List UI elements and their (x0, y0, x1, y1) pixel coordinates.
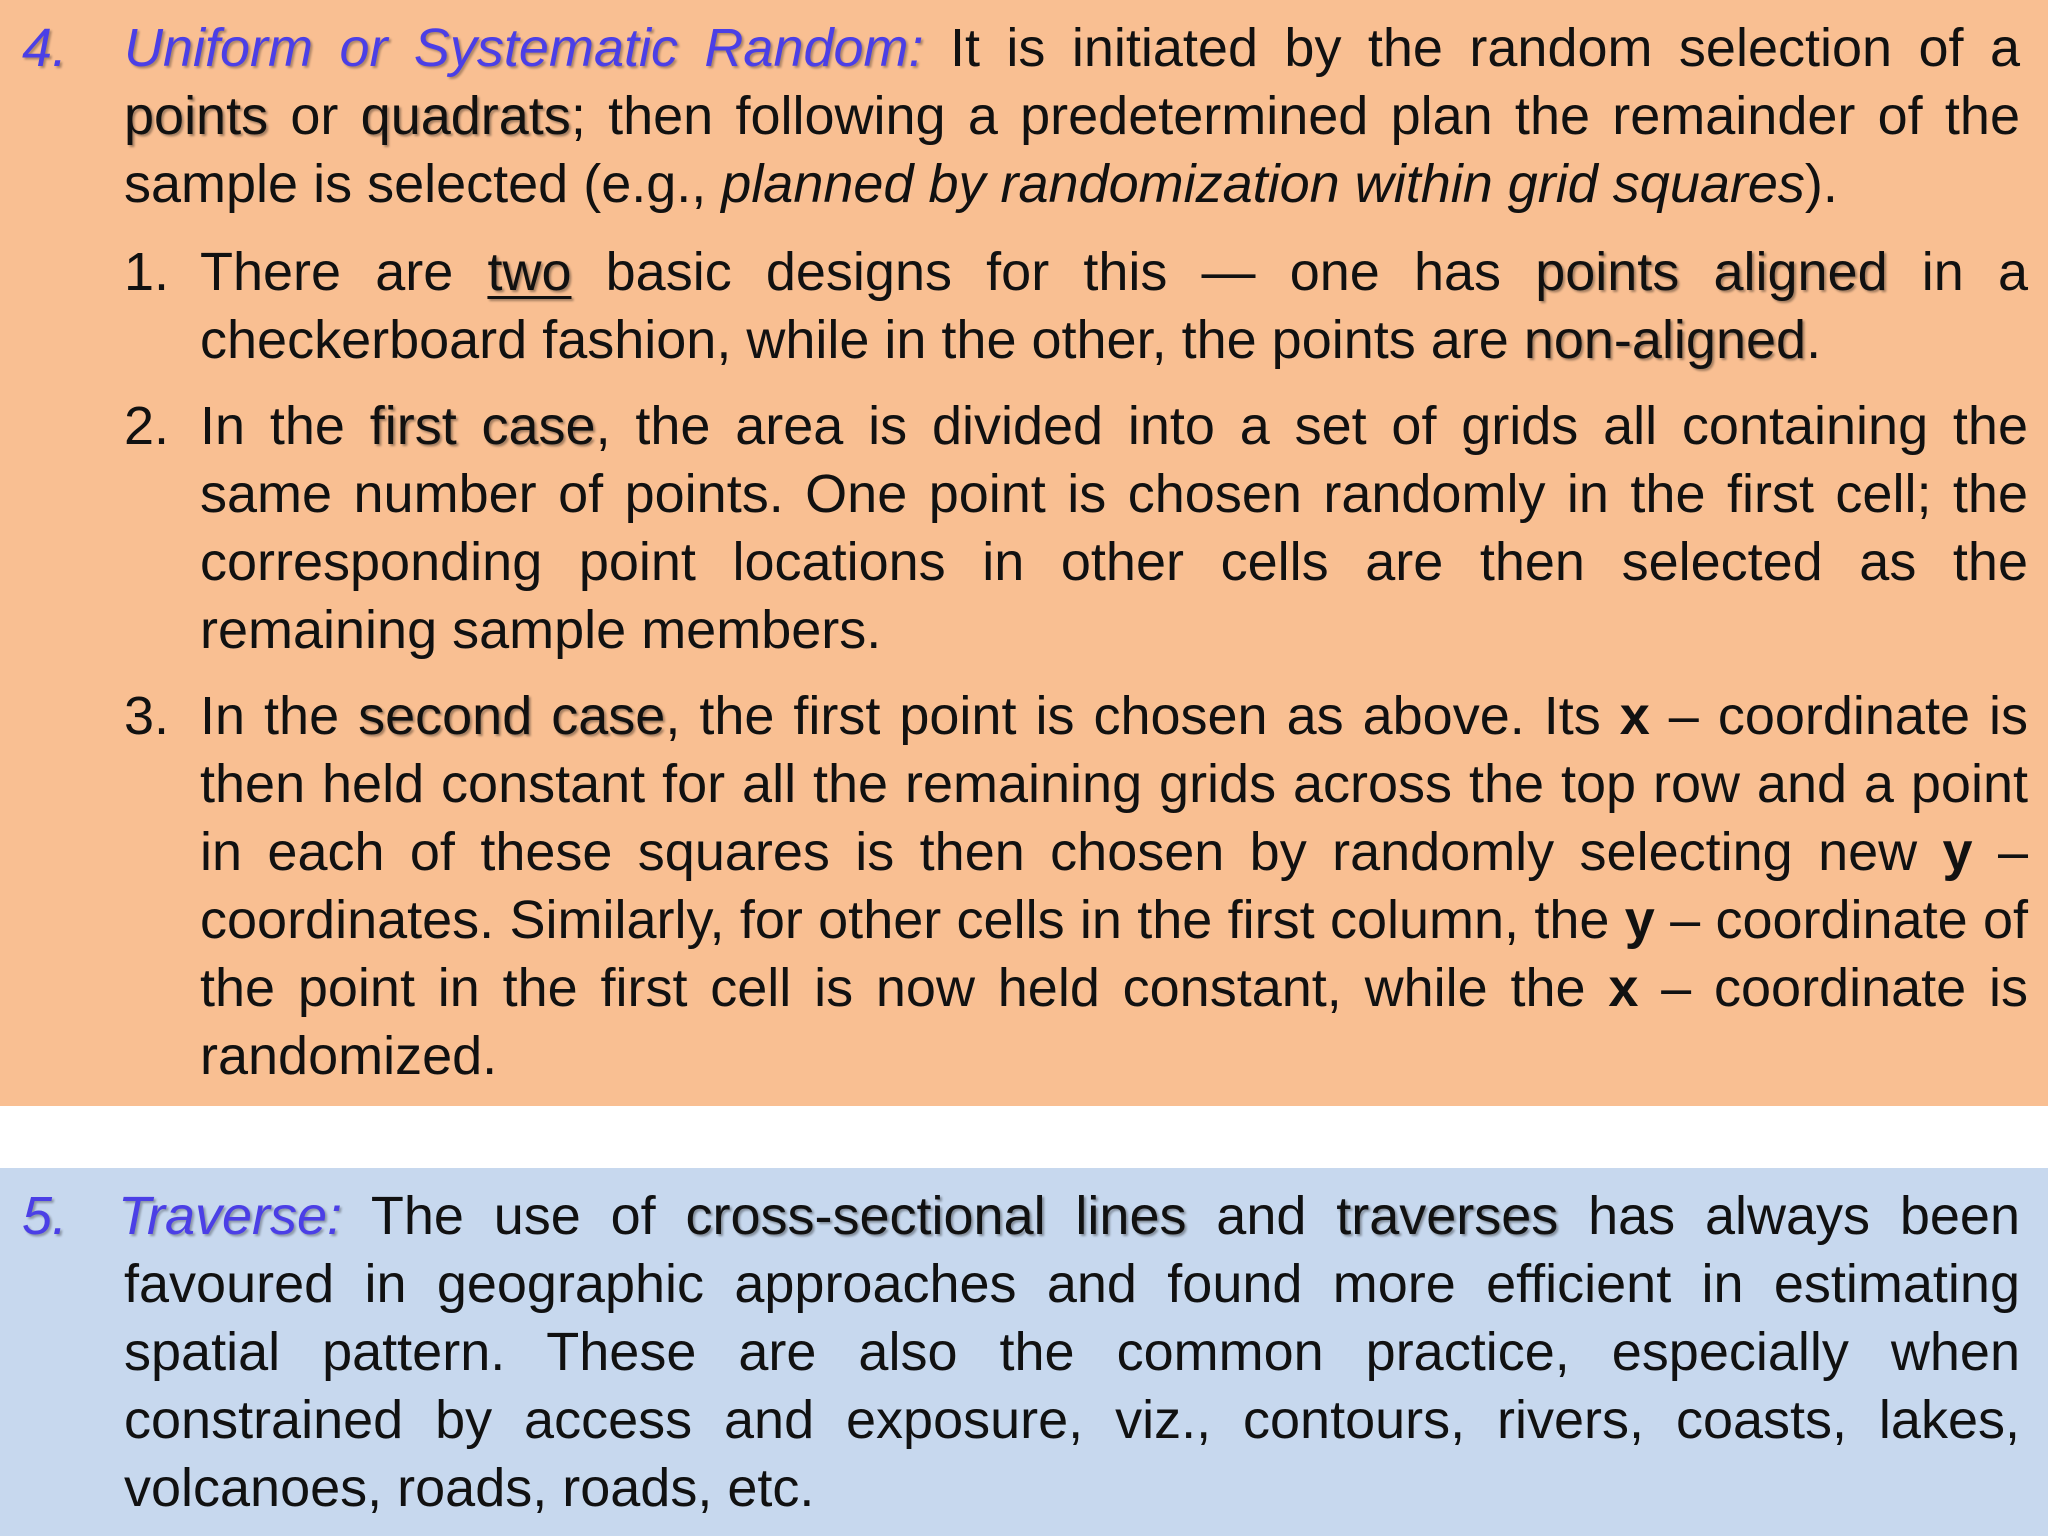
list-item-2 (124, 392, 2028, 664)
item-1-part-b: basic designs for this — one has (571, 242, 1536, 302)
item-3-part-f: – coordinate is randomized. (200, 958, 2028, 1086)
item-3-part-c: – coordinate is then held constant for all the remaining grids across the top row and a point in each of these squares is then chosen by randomly selecting new (200, 686, 2028, 882)
section-4-heading: Uniform or Systematic Random: (124, 18, 924, 78)
keyword-points-aligned: points aligned (1535, 242, 1888, 302)
symbol-y-2: y (1624, 890, 1655, 950)
item-1-part-d: . (1806, 310, 1822, 370)
keyword-second-case: second case (358, 686, 666, 746)
list-item-1-text (200, 238, 2028, 374)
section-5-paragraph (22, 1182, 2020, 1522)
item-1-part-c: in a checkerboard fashion, while in the other, the points are (200, 242, 2028, 370)
list-item-1-number: 1. (124, 242, 170, 302)
list-item-2-text (200, 392, 2028, 664)
item-1-part-a: There are (200, 242, 488, 302)
keyword-points: points (124, 86, 269, 146)
section-4-example: planned by randomization within grid squares (721, 154, 1805, 214)
section-5-number: 5. (22, 1186, 68, 1246)
list-item-2-number: 2. (124, 396, 170, 456)
item-3-part-b: , the first point is chosen as above. Its (665, 686, 1620, 746)
item-3-part-d: – coordinates. Similarly, for other cells in the first column, the (200, 822, 2028, 950)
keyword-two: two (487, 242, 572, 302)
section-4-text-3: ; then following a predetermined plan the remainder of the sample is selected (e.g., (124, 86, 2020, 214)
item-3-part-e: – coordinate of the point in the first cell is now held constant, while the (200, 890, 2028, 1018)
section-5-text-1: The use of (342, 1186, 686, 1246)
keyword-non-aligned: non-aligned (1523, 310, 1807, 370)
symbol-x-1: x (1619, 686, 1650, 746)
list-item-3-number: 3. (124, 686, 170, 746)
section-4-paragraph (22, 14, 2020, 218)
keyword-traverses: traverses (1336, 1186, 1559, 1246)
list-item-3 (124, 682, 2028, 1090)
section-4-text-2: or (268, 86, 361, 146)
keyword-first-case: first case (369, 396, 596, 456)
keyword-quadrats: quadrats (360, 86, 571, 146)
keyword-cross-sectional-lines: cross-sectional lines (685, 1186, 1187, 1246)
list-item-1 (124, 238, 2028, 374)
item-3-part-a: In the (200, 686, 359, 746)
item-2-part-b: , the area is divided into a set of grids all containing the same number of points. One point is chosen randomly in the first cell; the corresponding point locations in other cells are then selected as the remaining sample members. (200, 396, 2028, 660)
section-4-number: 4. (22, 18, 68, 78)
section-5-text-3: has always been favoured in geographic approaches and found more efficient in estimating spatial pattern. These are also the common practice, especially when constrained by access and exposure, viz., contours, rivers, coasts, lakes, volcanoes, roads, roads, etc. (124, 1186, 2020, 1518)
list-item-3-text (200, 682, 2028, 1090)
section-4-text-4: ). (1804, 154, 1838, 214)
symbol-x-2: x (1608, 958, 1639, 1018)
section-5-heading: Traverse: (118, 1186, 343, 1246)
section-5-text-2: and (1186, 1186, 1337, 1246)
item-2-part-a: In the (200, 396, 370, 456)
section-4-text-1: It is initiated by the random selection of a (923, 18, 2021, 78)
symbol-y-1: y (1942, 822, 1973, 882)
